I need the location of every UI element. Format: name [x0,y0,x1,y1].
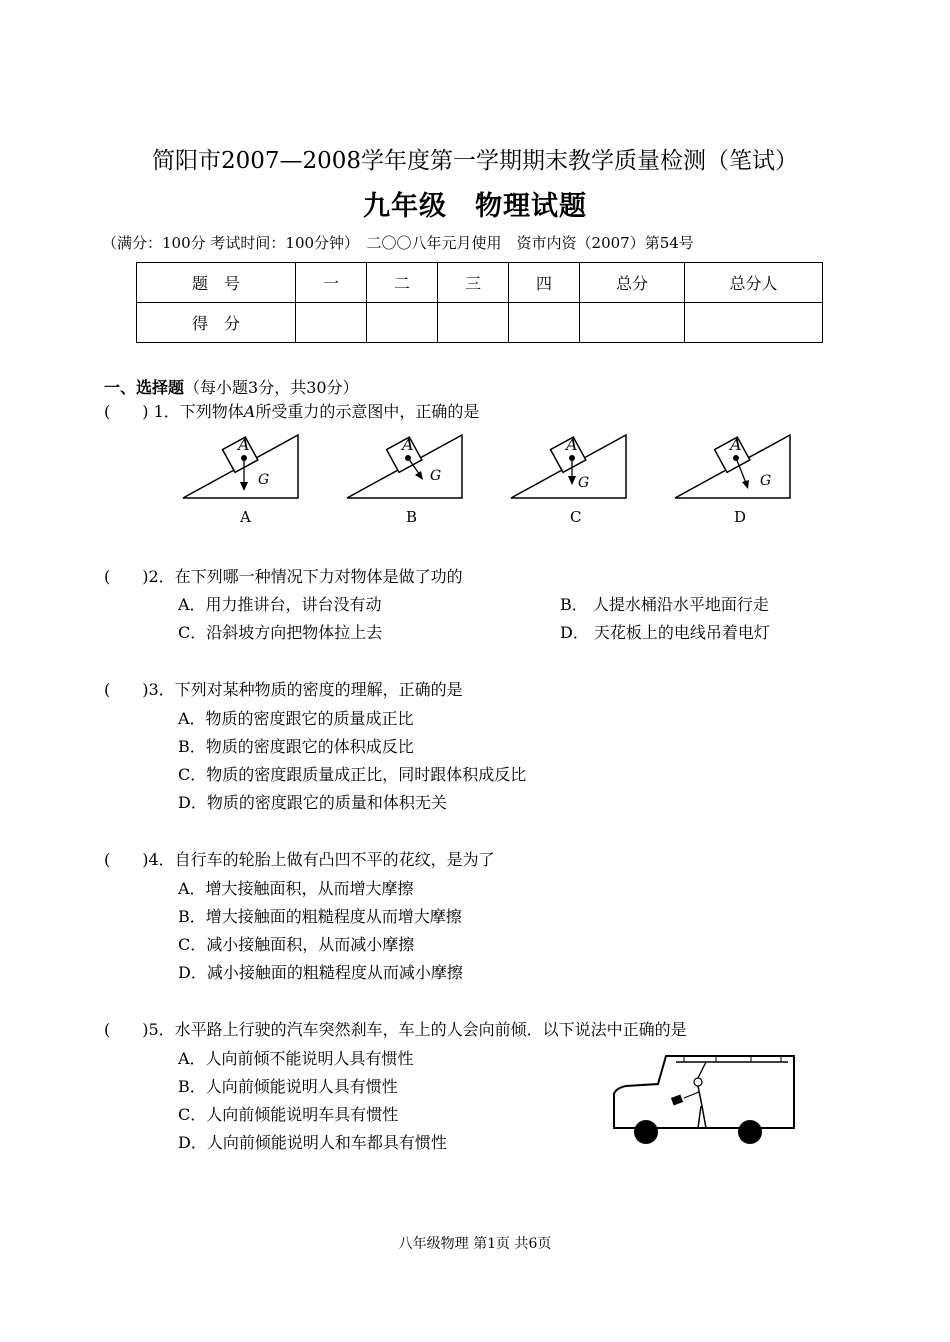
diagram-a [183,435,298,526]
section-title: 一、选择题 [104,378,185,397]
score-cell: 总分 [580,263,685,303]
section-heading [104,375,359,398]
diagram-label-a: A [240,508,251,526]
q1-text: 1．下列物体 [153,402,244,421]
diagram-d [675,435,790,526]
diagram-b [347,435,462,526]
score-table-header-row [137,263,823,303]
wheel-icon [738,1120,762,1144]
q4-option-d[interactable]: D．减小接触面的粗糙程度从而减小摩擦 [178,963,463,982]
q5-option-d[interactable]: D．人向前倾能说明人和车都具有惯性 [178,1133,447,1152]
diagram-c [511,435,626,526]
score-cell: 三 [438,263,509,303]
answer-paren[interactable]: ( ) [104,680,149,699]
score-table [136,262,823,343]
score-input-cell[interactable] [580,303,685,343]
block-label: A [730,435,742,454]
block-label: A [566,435,578,454]
bus-illustration [606,1048,806,1148]
q4-stem [104,847,495,870]
exam-info-line: （满分：100分 考试时间：100分钟） 二〇〇八年元月使用 资市内资（2007）第54号 [102,234,694,252]
score-input-cell[interactable] [367,303,438,343]
q4-option-a[interactable]: A．增大接触面积，从而增大摩擦 [178,879,414,898]
score-cell: 四 [509,263,580,303]
q5-text: 5．水平路上行驶的汽车突然刹车，车上的人会向前倾．以下说法中正确的是 [148,1020,687,1039]
wheel-icon [634,1120,658,1144]
score-input-cell[interactable] [296,303,367,343]
section-note: （每小题3分，共30分） [184,378,359,397]
q2-option-b[interactable]: B． 人提水桶沿水平地面行走 [560,595,769,614]
score-cell: 一 [296,263,367,303]
q4-option-b[interactable]: B．增大接触面的粗糙程度从而增大摩擦 [178,907,462,926]
q4-text: 4．自行车的轮胎上做有凸凹不平的花纹，是为了 [148,850,495,869]
q2-option-a[interactable]: A．用力推讲台，讲台没有动 [178,595,382,614]
exam-title-line1: 简阳市2007—2008学年度第一学期期末教学质量检测（笔试） [151,148,799,174]
block-label: A [402,435,414,454]
q2-text: 2．在下列哪一种情况下力对物体是做了功的 [148,567,463,586]
score-cell: 题 号 [137,263,296,303]
score-table-score-row [137,303,823,343]
score-input-cell[interactable] [685,303,823,343]
exam-title-line2: 九年级 物理试题 [363,191,587,222]
q3-option-b[interactable]: B．物质的密度跟它的体积成反比 [178,737,414,756]
q5-stem [104,1017,687,1040]
q2-stem [104,564,463,587]
q3-option-d[interactable]: D．物质的密度跟它的质量和体积无关 [178,793,447,812]
answer-paren[interactable]: ( ) [104,1020,149,1039]
q5-option-b[interactable]: B．人向前倾能说明人具有惯性 [178,1077,398,1096]
diagram-label-d: D [734,508,747,526]
q1-text-after: 所受重力的示意图中，正确的是 [255,402,480,421]
q1-diagrams [170,425,810,535]
answer-paren[interactable]: ( ) [104,567,149,586]
q4-option-c[interactable]: C．减小接触面积，从而减小摩擦 [178,935,415,954]
q2-option-c[interactable]: C．沿斜坡方向把物体拉上去 [178,623,383,642]
force-label: G [430,468,442,484]
diagram-label-b: B [406,508,418,526]
q3-option-c[interactable]: C．物质的密度跟质量成正比，同时跟体积成反比 [178,765,527,784]
score-input-cell[interactable] [438,303,509,343]
page-footer: 八年级物理 第1页 共6页 [398,1236,552,1252]
q5-option-a[interactable]: A．人向前倾不能说明人具有惯性 [178,1049,414,1068]
force-label: G [578,475,590,491]
force-label: G [258,472,270,488]
force-label: G [760,473,772,489]
q2-option-d[interactable]: D． 天花板上的电线吊着电灯 [560,623,770,642]
block-label: A [238,435,250,454]
q3-option-a[interactable]: A．物质的密度跟它的质量成正比 [178,709,414,728]
score-row-label: 得 分 [137,303,296,343]
diagram-label-c: C [570,508,582,526]
q1-var: A [243,402,256,421]
score-cell: 总分人 [685,263,823,303]
score-input-cell[interactable] [509,303,580,343]
q5-option-c[interactable]: C．人向前倾能说明车具有惯性 [178,1105,399,1124]
q3-text: 3．下列对某种物质的密度的理解，正确的是 [148,680,463,699]
q3-stem [104,677,463,700]
answer-paren[interactable]: ( ) [104,402,149,421]
q1-stem [104,399,479,422]
score-cell: 二 [367,263,438,303]
answer-paren[interactable]: ( ) [104,850,149,869]
